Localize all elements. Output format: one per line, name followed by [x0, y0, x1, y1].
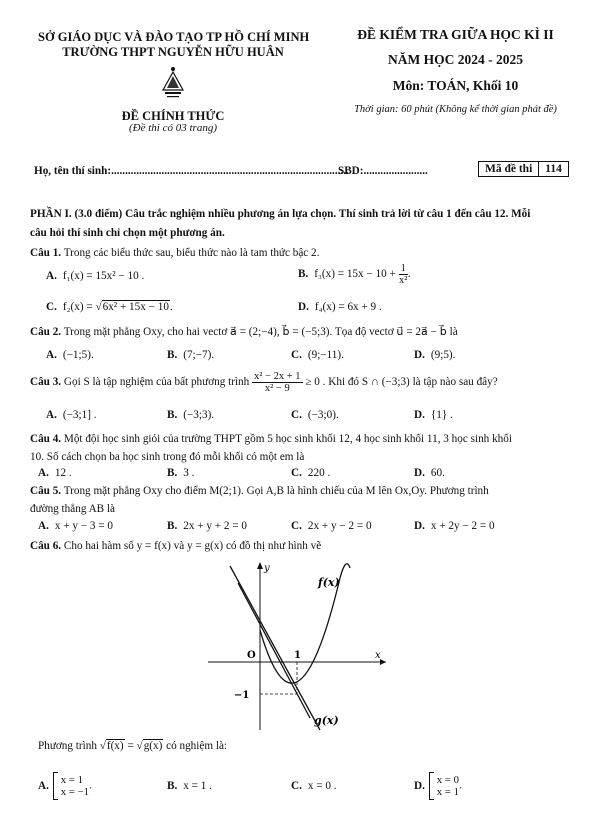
q3-option-c[interactable]: C. (−3;0).: [291, 409, 339, 421]
q2-option-c[interactable]: C. (9;−11).: [291, 349, 344, 361]
pages-note: (Đề thi có 03 trang): [129, 122, 217, 134]
q3-option-b[interactable]: B. (−3;3).: [167, 409, 215, 421]
question-6: Câu 6. Cho hai hàm số y = f(x) và y = g(x) có đồ thị như hình vẽ: [30, 540, 322, 552]
q5-option-b[interactable]: B. 2x + y + 2 = 0: [167, 520, 247, 532]
question-label: Câu 1.: [30, 247, 62, 259]
department-name: SỞ GIÁO DỤC VÀ ĐÀO TẠO TP HỒ CHÍ MINH: [38, 30, 310, 44]
school-logo: [158, 63, 188, 103]
q2-option-a[interactable]: A. (−1;5).: [46, 349, 94, 361]
subject: Môn: TOÁN, Khối 10: [392, 78, 519, 93]
q1-option-d[interactable]: D. f₄(x) = 6x + 9 .: [298, 301, 382, 313]
q5-option-a[interactable]: A. x + y − 3 = 0: [38, 520, 113, 532]
q6-option-b[interactable]: B. x = 1 .: [167, 780, 212, 792]
q4-option-c[interactable]: C. 220 .: [291, 467, 331, 479]
g-label: g(x): [314, 714, 339, 727]
question-5: Câu 5. Trong mặt phẳng Oxy cho điểm M(2;1). Gọi A,B là hình chiếu của M lên Ox,Oy. Phương trình: [30, 485, 489, 497]
f-parabola: [260, 578, 340, 683]
x-axis-arrow-icon: [380, 659, 386, 665]
q3-option-a[interactable]: A. (−3;1] .: [46, 409, 97, 421]
q2-option-b[interactable]: B. (7;−7).: [167, 349, 215, 361]
question-3: Câu 3. Gọi S là tập nghiệm của bất phương trình $\frac{\text{x² − 2x + 1}}{\text{x² − 9}}$ ≥ 0 . Khi đó S ∩ (−3;3) là tập nào sau đây?: [30, 371, 498, 395]
x-axis-label: x: [375, 650, 381, 661]
exam-title: ĐỀ KIỂM TRA GIỮA HỌC KÌ II: [357, 27, 554, 42]
q3-option-d[interactable]: D. {1} .: [414, 409, 453, 421]
g-line: [230, 566, 320, 730]
q4-option-b[interactable]: B. 3 .: [167, 467, 195, 479]
q5-option-d[interactable]: D. x + 2y − 2 = 0: [414, 520, 495, 532]
q2-option-d[interactable]: D. (9;5).: [414, 349, 456, 361]
question-2: Câu 2. Trong mặt phẳng Oxy, cho hai vectơ a⃗ = (2;−4), b⃗ = (−5;3). Tọa độ vectơ u⃗ = 2a⃗ − b⃗ là: [30, 326, 458, 338]
y-axis-label: y: [264, 563, 270, 574]
tick-x-label: 1: [294, 650, 301, 661]
school-year: NĂM HỌC 2024 - 2025: [388, 52, 523, 67]
candidate-sbd-field: SBD:.......................: [338, 165, 428, 177]
question-6-stem: Phương trình √f(x) = √g(x) có nghiệm là:: [38, 740, 228, 752]
question-4: Câu 4. Một đội học sinh giỏi của trường THPT gồm 5 học sinh khối 12, 4 học sinh khối 11, 3 học sinh khối: [30, 433, 512, 445]
origin-label: O: [247, 650, 256, 661]
official-label: ĐỀ CHÍNH THỨC: [121, 109, 225, 123]
q6-option-a[interactable]: A. x = 1 x = −1 .: [38, 773, 92, 798]
q5-option-c[interactable]: C. 2x + y − 2 = 0: [291, 520, 372, 532]
exam-code-box: [478, 161, 569, 177]
school-name: TRƯỜNG THPT NGUYỄN HỮU HUÂN: [62, 45, 284, 59]
part1-title-line2: câu hỏi thí sinh chỉ chọn một phương án.: [30, 227, 225, 239]
y-axis-arrow-icon: [257, 562, 263, 569]
q1-option-b[interactable]: B. f₃(x) = 15x − 10 + $\frac{1}{\text{x²}}$ .: [298, 263, 411, 287]
time-note: Thời gian: 60 phút (Không kể thời gian phát đề): [354, 104, 557, 115]
f-label: f(x): [318, 576, 340, 589]
q6-option-c[interactable]: C. x = 0 .: [291, 780, 337, 792]
function-graph: [200, 558, 390, 733]
q4-option-a[interactable]: A. 12 .: [38, 467, 72, 479]
q1-option-c[interactable]: C. f₂(x) = √6x² + 15x − 10.: [46, 301, 173, 313]
question-1: [30, 247, 319, 259]
q4-option-d[interactable]: D. 60.: [414, 467, 445, 479]
q6-option-d[interactable]: D. x = 0 x = 1 .: [414, 773, 462, 798]
tick-y-label: −1: [234, 690, 250, 701]
question-4-line2: 10. Số cách chọn ba học sinh trong đó mỗi khối có một em là: [30, 451, 305, 463]
question-text: Trong các biểu thức sau, biểu thức nào là tam thức bậc 2.: [63, 247, 320, 259]
part1-title: PHẦN I. (3.0 điểm) Câu trắc nghiệm nhiều phương án lựa chọn. Thí sinh trả lời từ câu 1 đến câu 12. Mỗi: [30, 208, 531, 220]
q1-option-a[interactable]: A. f₁(x) = 15x² − 10 .: [46, 270, 145, 282]
question-5-line2: đường thẳng AB là: [30, 503, 116, 515]
exam-code-label: Mã đề thi: [485, 163, 533, 175]
candidate-name-field: Họ, tên thí sinh:.....................................................................................: [34, 165, 349, 177]
exam-code-value: 114: [538, 162, 568, 176]
